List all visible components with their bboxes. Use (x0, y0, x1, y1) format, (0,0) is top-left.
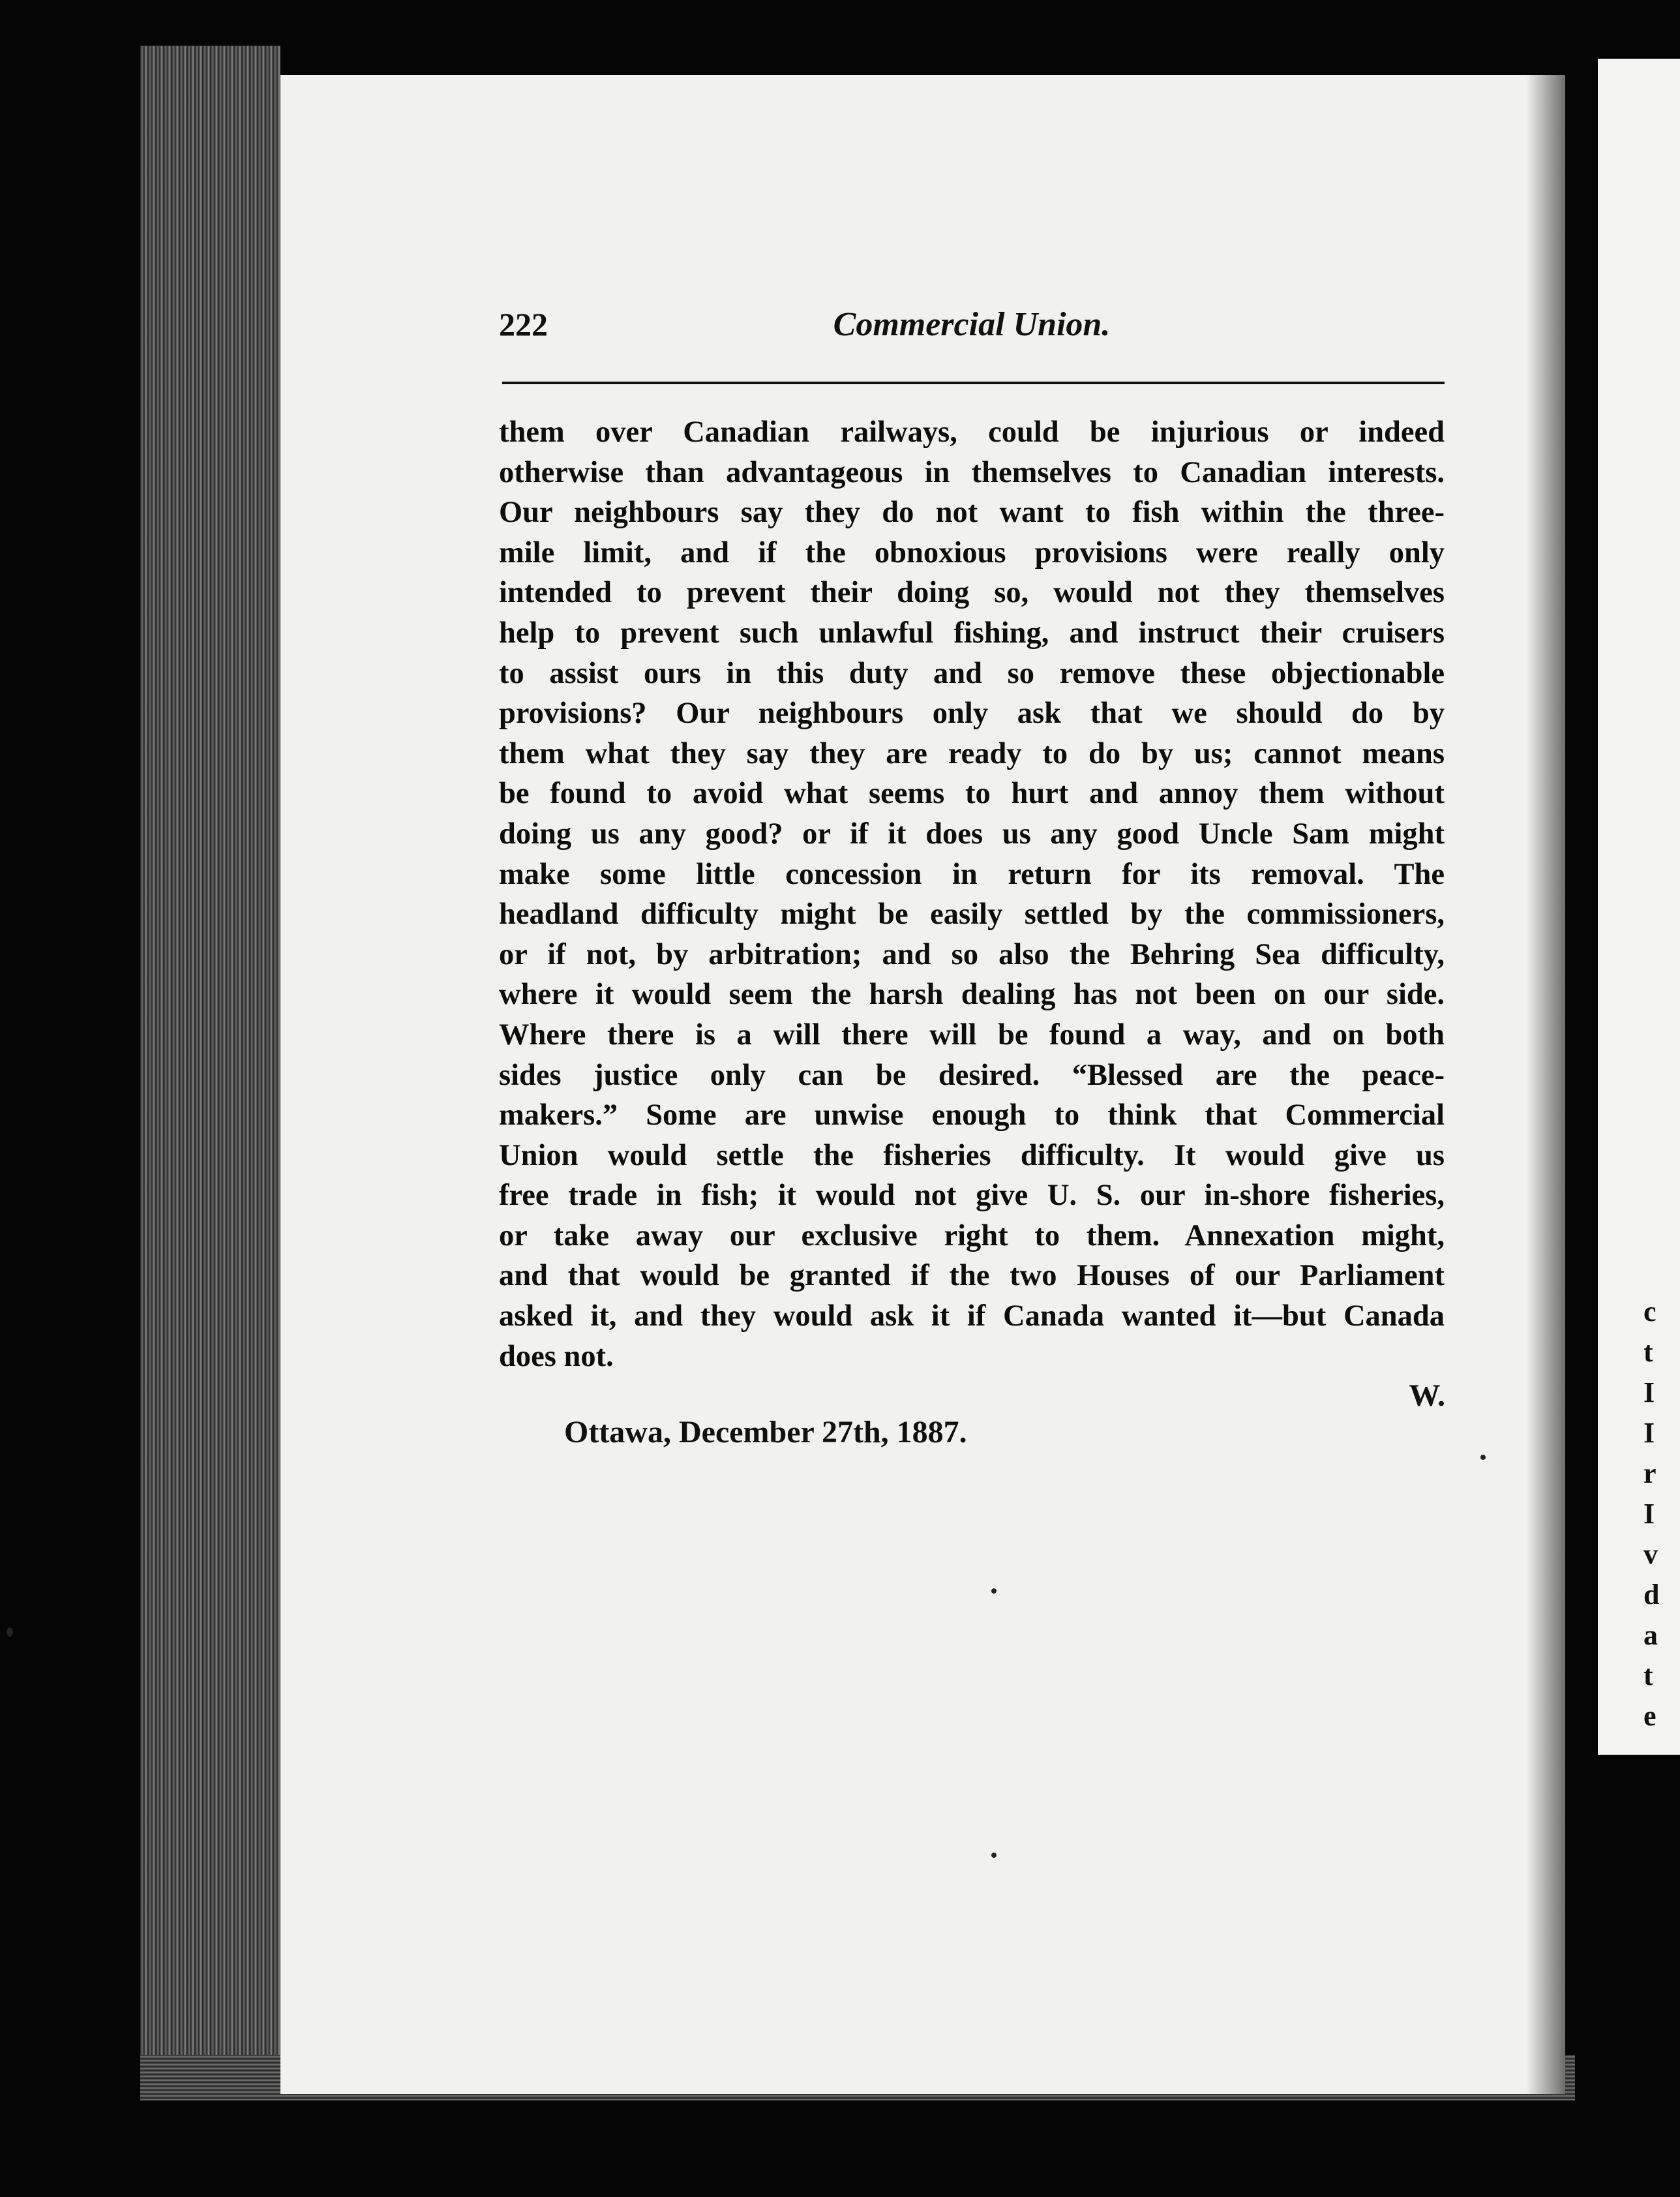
facing-page-letter: I (1643, 1376, 1655, 1408)
facing-page-letter: I (1643, 1498, 1655, 1530)
text-line: mile limit, and if the obnoxious provisions were really only (499, 536, 1445, 569)
text-line: asked it, and they would ask it if Canada wanted it—but Canada (499, 1299, 1445, 1333)
ink-speck (991, 1853, 997, 1858)
header-rule (502, 382, 1445, 384)
text-line: be found to avoid what seems to hurt and annoy them without (499, 777, 1445, 811)
facing-page-letter: e (1643, 1700, 1657, 1732)
facing-page-letter: d (1643, 1579, 1660, 1611)
text-line: them over Canadian railways, could be injurious or indeed (499, 416, 1445, 449)
facing-page-letter: t (1643, 1336, 1653, 1368)
signature: W. (1409, 1378, 1445, 1413)
ink-speck (7, 1628, 13, 1637)
facing-page-letter: I (1643, 1417, 1655, 1449)
text-line: to assist ours in this duty and so remove these objectionable (499, 656, 1445, 690)
facing-page-letter: c (1643, 1295, 1657, 1327)
facing-page-letter: a (1643, 1619, 1658, 1651)
running-head (499, 305, 1445, 351)
text-line: Where there is a will there will be found a way, and on both (499, 1018, 1445, 1052)
text-line: provisions? Our neighbours only ask that we should do by (499, 697, 1445, 731)
facing-page-letter: v (1643, 1538, 1658, 1570)
text-line: and that would be granted if the two Houses of our Parliament (499, 1259, 1445, 1293)
facing-page-letter: r (1643, 1457, 1657, 1489)
page-gutter-shadow (1526, 75, 1565, 2094)
page-edges (140, 46, 280, 2100)
text-line: intended to prevent their doing so, would not they themselves (499, 576, 1445, 610)
page-number: 222 (499, 306, 548, 342)
text-line: Union would settle the fisheries difficulty. It would give us (499, 1138, 1445, 1172)
text-line: where it would seem the harsh dealing has not been on our side. (499, 978, 1445, 1012)
text-line: Our neighbours say they do not want to fish within the three- (499, 496, 1445, 530)
ink-speck (991, 1588, 997, 1594)
running-title: Commercial Union. (833, 306, 1111, 343)
text-line: otherwise than advantageous in themselves to Canadian interests. (499, 455, 1445, 489)
body-text (499, 412, 1445, 1376)
text-line: them what they say they are ready to do by us; cannot means (499, 736, 1445, 770)
text-line: sides justice only can be desired. “Blessed are the peace- (499, 1058, 1445, 1092)
text-line: does not. (499, 1339, 614, 1373)
text-line: or if not, by arbitration; and so also the Behring Sea difficulty, (499, 937, 1445, 971)
text-line: makers.” Some are unwise enough to think that Commercial (499, 1098, 1445, 1132)
text-line: make some little concession in return for its removal. The (499, 857, 1445, 891)
text-line: help to prevent such unlawful fishing, and instruct their cruisers (499, 616, 1445, 650)
text-line: headland difficulty might be easily settled by the commissioners, (499, 898, 1445, 932)
dateline: Ottawa, December 27th, 1887. (564, 1415, 967, 1449)
text-line: or take away our exclusive right to them. Annexation might, (499, 1219, 1445, 1252)
text-line: doing us any good? or if it does us any good Uncle Sam might (499, 817, 1445, 851)
facing-page-fragments (1643, 1292, 1680, 1736)
text-line: free trade in fish; it would not give U. S. our in-shore fisheries, (499, 1179, 1445, 1213)
ink-speck (1480, 1455, 1486, 1460)
facing-page-letter: t (1643, 1659, 1653, 1691)
